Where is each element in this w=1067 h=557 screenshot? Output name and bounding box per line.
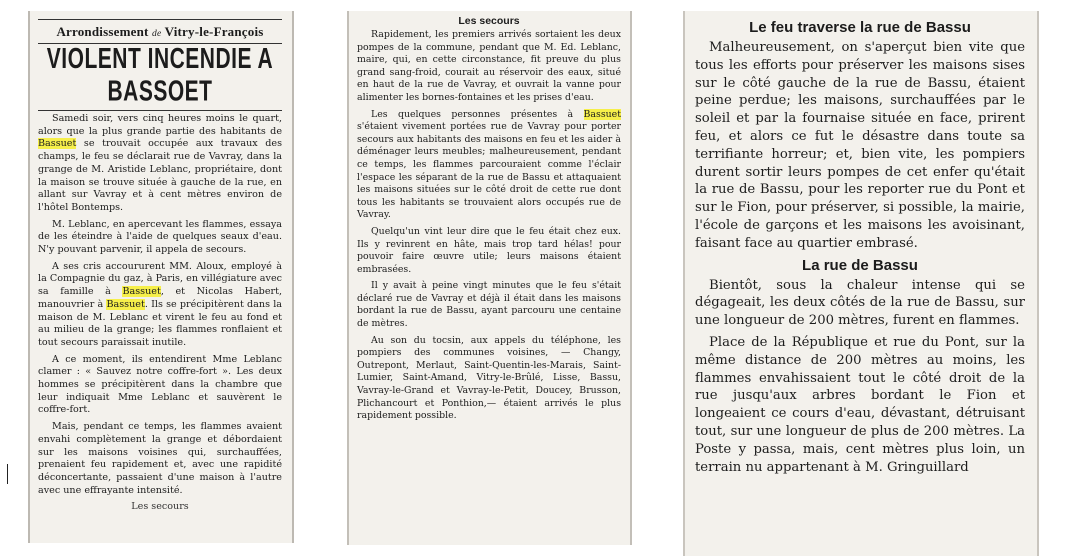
- clipping-column-1: [28, 11, 294, 543]
- highlight-bassuet: Bassuet: [38, 138, 77, 150]
- highlight-bassuet: Bassuet: [106, 298, 145, 310]
- highlight-bassuet: Bassuet: [122, 286, 161, 298]
- section-title: Le feu traverse la rue de Bassu: [749, 19, 971, 36]
- headline: VIOLENT INCENDIE A BASSOET: [46, 43, 274, 108]
- section-header: Arrondissement de Vitry-le-François: [56, 24, 264, 39]
- clipping-column-3: [683, 11, 1039, 556]
- cut-heading: Les secours: [131, 501, 189, 513]
- paragraph: A ce moment, ils entendirent Mme Leblanc clamer : « Sauvez notre coffre-fort ». Les deux hommes se précipitèrent dans la chambre que leur indiquait Mme Leblanc et sauvèrent le coffre-fort.: [38, 353, 282, 416]
- clipping-column-2: [347, 11, 632, 545]
- paragraph: Au son du tocsin, aux appels du téléphone, les pompiers des communes voisines, — Changy, Outrepont, Merlaut, Saint-Quentin-les-Marais, Saint-Lumier, Saint-Amand, Vitry-le-Brûlé, Lisse, Bassu, Vavray-le-Grand et Vavray-le-Petit, Doucey, Brusson, Plichancourt et Ponthion,— étaient arrivés le plus rapidement possible.: [357, 334, 621, 422]
- divider: [38, 19, 282, 20]
- section-title: La rue de Bassu: [802, 256, 918, 274]
- paragraph: A ses cris accoururent MM. Aloux, employé à la Compagnie du gaz, à Paris, en villégiature avec sa famille à Bassuet, et Nicolas Habert, manouvrier à Bassuet. Ils se précipitèrent dans la maison de M. Leblanc et virent le feu au fond et au milieu de la grange; les flammes ronflaient et tout secours paraissait inutile.: [38, 260, 283, 348]
- divider: [38, 110, 282, 111]
- paragraph: Mais, pendant ce temps, les flammes avaient envahi complètement la grange et débordaient sur les maisons voisines qui, surchauffées, prenaient feu rapidement et, avec une rapidité déconcertante, passaient d'une maison à l'autre avec une effrayante intensité.: [38, 421, 282, 496]
- paragraph: Place de la République et rue du Pont, sur la même distance de 200 mètres au moins, les flammes envahissaient tout le côté droit de la rue jusqu'aux arbres bordant le Fion et longeaient ce cours d'eau, dévastant, détruisant tout, sur une longueur de plus de 200 mètres. La Poste y passa, mais, cent mètres plus loin, un terrain nu appartenant à M. Gringuillard: [695, 334, 1025, 475]
- paragraph: Quelqu'un vint leur dire que le feu était chez eux. Ils y revinrent en hâte, mais trop tard hélas! pour pouvoir faire œuvre utile; leurs maisons étaient embrasées.: [357, 225, 621, 275]
- paragraph: M. Leblanc, en apercevant les flammes, essaya de les éteindre à l'aide de quelques seaux d'eau. N'y pouvant parvenir, il appela de secours.: [38, 218, 282, 256]
- paragraph: Les quelques personnes présentes à Bassuet s'étaient vivement portées rue de Vavray pour porter secours aux habitants des maisons en feu et les aider à déménager leurs meubles; malheureusement, pendant ce temps, les flammes parcouraient comme l'éclair l'espace les séparant de la rue de Bassu et attaquaient les maisons situées sur le côté droit de cette rue dont tous les habitants se trouvaient alors occupés rue de Vavray.: [357, 108, 621, 221]
- paragraph: Rapidement, les premiers arrivés sortaient les deux pompes de la commune, pendant que M. Ed. Leblanc, maire, qui, en cette circonstance, fit preuve du plus grand sang-froid, courait au réservoir des eaux, situé en haut de la rue de Vavray, et ouvrait la vanne pour alimenter les bornes-fontaines et les prises d'eau.: [357, 29, 621, 103]
- paragraph: Bientôt, sous la chaleur intense qui se dégageait, les deux côtés de la rue de Bassu, sur une longueur de 200 mètres, furent en flammes.: [695, 277, 1025, 329]
- cursor-mark: [7, 464, 8, 484]
- paragraph: Malheureusement, on s'aperçut bien vite que tous les efforts pour préserver les maisons sises sur le côté gauche de la rue de Bassu, étaient peine perdue; les maisons, surchauffées par le soleil et par la fournaise située en face, prirent feu, et alors ce fut le désastre dans toute sa terrifiante horreur; et, bien vite, les pompiers durent sortir leurs pompes de cet enfer qu'était la rue de Bassu, pour les reporter rue du Pont et sur le Fion, pour préserver, si possible, la mairie, l'école de garçons et les maisons les avoisinant, faisant face au quartier embrasé.: [695, 40, 1025, 251]
- section-title: Les secours: [458, 15, 520, 27]
- paragraph: Il y avait à peine vingt minutes que le feu s'était déclaré rue de Vavray et déjà il était dans les maisons bordant la rue de Bassu, ayant parcouru une centaine de mètres.: [357, 280, 621, 330]
- paragraph: Samedi soir, vers cinq heures moins le quart, alors que la plus grande partie des habitants de Bassuet se trouvait occupée aux travaux des champs, le feu se déclarait rue de Vavray, dans la grange de M. Aristide Leblanc, propriétaire, dont la maison se trouve située à gauche de la rue, en allant sur Vavray et à cent mètres environ de l'hôtel Bontemps.: [38, 113, 282, 213]
- highlight-bassuet: Bassuet: [583, 108, 621, 120]
